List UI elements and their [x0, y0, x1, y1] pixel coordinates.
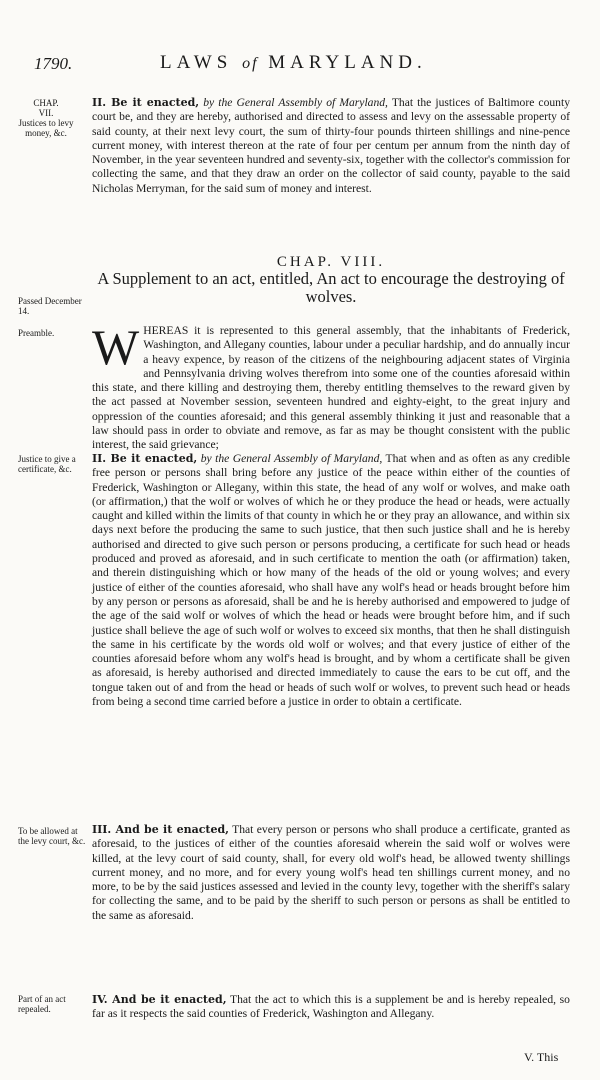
- section-4-lead: IV. And be it enacted,: [92, 993, 227, 1006]
- running-head-right: MARYLAND.: [268, 52, 427, 73]
- margin-chap-vii: [18, 98, 74, 138]
- margin-justice-certificate: Justice to give a certificate, &c.: [18, 454, 76, 474]
- page-year: 1790.: [34, 54, 73, 73]
- section-2: [92, 452, 570, 709]
- section-2-text: That when and as often as any credible free person or persons shall bring before any justice of the peace within either of the counties of Frederick, Washington or Allegany, within this state, the head of any wolf or wolves, and make oath (or affirmation,) that the wolf or wolves of which he or they produce the head or heads, were actually caught and killed within the limits of that county in which he or they pray an allowance, and within six days next before the producing the same to such justice, that then such justice shall and he is hereby authorised and directed to give such person or persons producing, a certificate for such head or heads produced and proved as aforesaid, and in such certificate to mention the oath (or affirmation) taken, and therein distinguishing which or how many of the heads of the old or young wolves; and every justice of either of the counties aforesaid, who shall have any wolf's head or heads brought before him by any person or persons as aforesaid, shall be and he is hereby authorised and empowered to judge of the age of the said wolf or wolves of which the head or heads were brought before him, and if such justice shall believe the age of such wolf or wolves to exceed six months, that then he shall distinguish the same in his certificate by the words old wolf or wolves; and that every justice of either of the counties aforesaid before whom any wolf's head is brought, and by whom a certificate shall be given as aforesaid, is hereby authorised and directed immediately to cause the ears to be cut off, and the tongue taken out of and from the head or heads of such wolf or wolves, to prevent such head or heads from being a second time carried before a justice in order to obtain a certificate.: [92, 452, 570, 709]
- margin-levy-court: To be allowed at the levy court, &c.: [18, 826, 86, 846]
- running-head: [160, 52, 427, 74]
- margin-passed: Passed December 14.: [18, 296, 82, 316]
- section-levy-by: by the General Assembly of Maryland,: [203, 96, 388, 109]
- catchword: V. This: [524, 1050, 559, 1064]
- section-levy: [92, 96, 570, 196]
- preamble-text: HEREAS it is represented to this general assembly, that the inhabitants of Frederick, Washington, and Allegany counties, labour under a peculiar hardship, and do annually incur a heavy expence, by reason of the citizens of the neighbouring adjacent states of Virginia and Pennsylvania driving wolves therefrom into some one of the counties aforesaid within this state, and there killing and destroying them, thereby entitling themselves to the reward given by the act passed at November session, seventeen hundred and eighty-eight, to the great injury and oppression of the counties aforesaid; and this general assembly thinking it just and reasonable that a law should pass in order to obviate and remove, as far as may be thought consistent with the public interest, the said grievance;: [92, 324, 570, 452]
- running-head-left: LAWS: [160, 52, 233, 73]
- margin-chap-label: CHAP.: [33, 98, 59, 108]
- section-levy-text: That the justices of Baltimore county court be, and they are hereby, authorised and directed to assess and levy on the assessable property of said county, at their next levy court, the sum of thirty-four pounds thirteen shillings and nine-pence current money, with interest thereon at the rate of four per centum per annum from the ninth day of November, in the year seventeen hundred and seventy-six, together with the collector's commission for collecting the same, and that they draw an order on the collector of said county, payable to the said Nicholas Merryman, for the said sum of money and interest.: [92, 96, 570, 195]
- preamble: [92, 319, 570, 453]
- section-3-lead: III. And be it enacted,: [92, 823, 229, 836]
- section-3-text: That every person or persons who shall produce a certificate, granted as aforesaid, to the justices of either of the counties aforesaid wherein the said wolf or wolves were killed, at the levy court of said county, shall, for every old wolf's head, be allowed twenty shillings current money, and no more, and for every young wolf's head ten shillings current money, and no more, to be by the said justices assessed and levied in the county levy, together with the sheriff's salary for collecting the same, and to be paid by the sheriff to such person or persons as shall be entitled to the same as aforesaid.: [92, 823, 570, 922]
- drop-capital: W: [92, 319, 140, 375]
- margin-chap-number: VII.: [38, 108, 54, 118]
- section-levy-lead: II. Be it enacted,: [92, 96, 200, 109]
- chapter-heading: CHAP. VIII.: [276, 254, 386, 270]
- section-2-lead: II. Be it enacted,: [92, 452, 198, 465]
- margin-act-repealed: Part of an act repealed.: [18, 994, 66, 1014]
- section-3: [92, 823, 570, 923]
- chapter-title: A Supplement to an act, entitled, An act to encourage the destroying of wolves.: [97, 269, 565, 306]
- margin-note-levy: Justices to levy money, &c.: [18, 118, 74, 138]
- section-4-text: That the act to which this is a supplement be and is hereby repealed, so far as it respects the said counties of Frederick, Washington and Allegany.: [92, 993, 570, 1021]
- margin-preamble: Preamble.: [18, 328, 55, 338]
- section-2-by: by the General Assembly of Maryland,: [200, 452, 383, 465]
- running-head-of: of: [242, 55, 259, 72]
- section-4: [92, 993, 570, 1022]
